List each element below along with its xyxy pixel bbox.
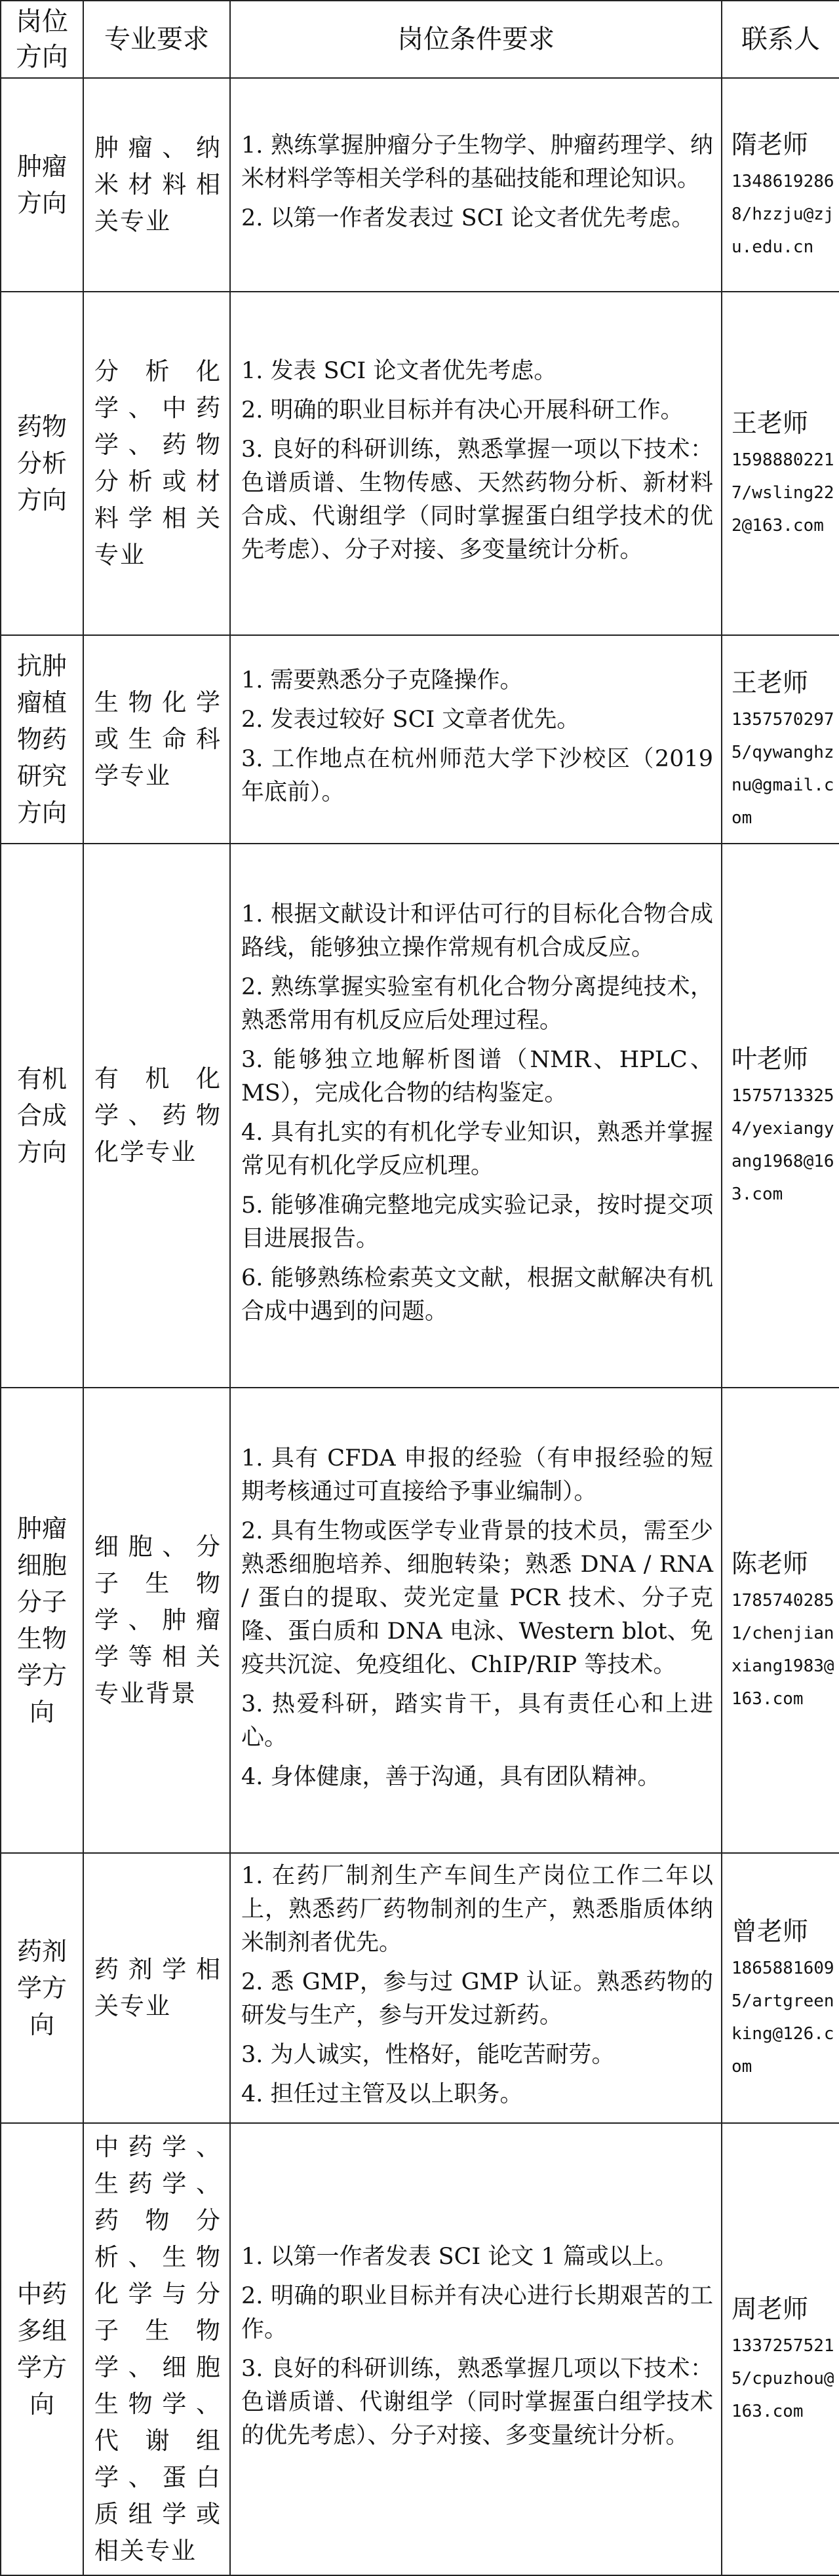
position-direction: 肿瘤细胞分子生物学方向 [1,1388,83,1853]
requirement-item: 3. 热爱科研，踏实肯干，具有责任心和上进心。 [241,1690,713,1751]
requirement-item: 2. 以第一作者发表过 SCI 论文者优先考虑。 [241,205,695,231]
requirement-item: 5. 能够准确完整地完成实验记录，按时提交项目进展报告。 [241,1192,713,1252]
contact-phone-email: 15757133254/yexiangyang1968@163.com [732,1086,834,1204]
position-direction: 药剂学方向 [1,1853,83,2123]
major-requirement: 药剂学相关专业 [83,1853,230,2123]
header-contact: 联系人 [722,1,839,78]
contact-name: 叶老师 [732,1045,809,1074]
requirement-item: 1. 在药厂制剂生产车间生产岗位工作二年以上，熟悉药厂药物制剂的生产，熟悉脂质体纳米制剂者优先。 [241,1863,713,1956]
contact-phone-email: 17857402851/chenjianxiang1983@163.com [732,1591,834,1709]
contact-phone-email: 13575702975/qywanghznu@gmail.com [732,710,834,828]
contact-cell [722,1388,839,1853]
table-row [1,292,839,635]
position-direction: 中药多组学方向 [1,2123,83,2575]
contact-cell [722,292,839,635]
requirement-item: 3. 为人诚实，性格好，能吃苦耐劳。 [241,2042,615,2068]
requirement-item: 1. 根据文献设计和评估可行的目标化合物合成路线，能够独立操作常规有机合成反应。 [241,901,713,961]
position-direction: 药物分析方向 [1,292,83,635]
requirement-item: 1. 需要熟悉分子克隆操作。 [241,667,523,693]
table-row [1,78,839,292]
requirement-item: 2. 具有生物或医学专业背景的技术员，需至少熟悉细胞培养、细胞转染；熟悉 DNA / RNA / 蛋白的提取、荧光定量 PCR 技术、分子克隆、蛋白质和 DNA 电泳、Western blot、免疫共沉淀、免疫组化、ChIP/RIP 等技术。 [241,1517,713,1678]
requirement-item: 2. 明确的职业目标并有决心开展科研工作。 [241,397,684,423]
major-requirement: 分析化学、中药学、药物分析或材料学相关专业 [83,292,230,635]
contact-cell [722,2123,839,2575]
requirement-item: 2. 熟练掌握实验室有机化合物分离提纯技术，熟悉常用有机反应后处理过程。 [241,973,713,1034]
contact-phone-email: 13486192868/hzzju@zju.edu.cn [732,172,834,257]
table-row [1,844,839,1388]
contact-cell [722,78,839,292]
position-requirements [230,844,722,1388]
header-major: 专业要求 [83,1,230,78]
requirement-item: 6. 能够熟练检索英文文献，根据文献解决有机合成中遇到的问题。 [241,1264,713,1325]
requirement-item: 4. 身体健康，善于沟通，具有团队精神。 [241,1763,661,1790]
table-row [1,635,839,844]
header-row [1,1,839,78]
requirement-item: 3. 良好的科研训练，熟悉掌握几项以下技术：色谱质谱、代谢组学（同时掌握蛋白组学技术的优先考虑）、分子对接、多变量统计分析。 [241,2356,713,2449]
requirement-item: 2. 发表过较好 SCI 文章者优先。 [241,707,580,733]
contact-name: 周老师 [732,2295,809,2324]
table-row [1,2123,839,2575]
contact-cell [722,635,839,844]
contact-name: 陈老师 [732,1550,809,1579]
contact-name: 曾老师 [732,1917,809,1947]
contact-phone-email: 18658816095/artgreenking@126.com [732,1959,834,2077]
contact-phone-email: 15988802217/wsling222@163.com [732,450,834,536]
contact-name: 隋老师 [732,130,809,160]
position-requirements [230,635,722,844]
requirement-item: 4. 担任过主管及以上职务。 [241,2081,523,2107]
requirement-item: 1. 具有 CFDA 申报的经验（有申报经验的短期考核通过可直接给予事业编制）。 [241,1445,713,1505]
position-requirements [230,78,722,292]
contact-name: 王老师 [732,409,809,439]
requirement-item: 3. 工作地点在杭州师范大学下沙校区（2019 年底前）。 [241,746,713,806]
contact-cell [722,844,839,1388]
requirement-item: 3. 良好的科研训练，熟悉掌握一项以下技术：色谱质谱、生物传感、天然药物分析、新材料合成、代谢组学（同时掌握蛋白组学技术的优先考虑）、分子对接、多变量统计分析。 [241,437,713,563]
requirement-item: 2. 悉 GMP，参与过 GMP 认证。熟悉药物的研发与生产，参与开发过新药。 [241,1969,713,2029]
contact-phone-email: 13372575215/cpuzhou@163.com [732,2336,834,2421]
requirement-item: 2. 明确的职业目标并有决心进行长期艰苦的工作。 [241,2283,713,2343]
major-requirement: 有机化学、药物化学专业 [83,844,230,1388]
position-direction: 肿瘤方向 [1,78,83,292]
position-requirements [230,1853,722,2123]
header-direction: 岗位方向 [1,1,83,78]
major-requirement: 中药学、生药学、药物分析、生物化学与分子生物学、细胞生物学、代谢组学、蛋白质组学或相关专业 [83,2123,230,2575]
requirement-item: 4. 具有扎实的有机化学专业知识，熟悉并掌握常见有机化学反应机理。 [241,1119,713,1179]
table-row [1,1388,839,1853]
position-direction: 抗肿瘤植物药研究方向 [1,635,83,844]
table-row [1,1853,839,2123]
position-direction: 有机合成方向 [1,844,83,1388]
requirement-item: 1. 熟练掌握肿瘤分子生物学、肿瘤药理学、纳米材料学等相关学科的基础技能和理论知识。 [241,132,713,192]
table-body [1,78,839,2575]
position-requirements [230,292,722,635]
requirement-item: 1. 发表 SCI 论文者优先考虑。 [241,358,557,384]
major-requirement: 生物化学或生命科学专业 [83,635,230,844]
header-requirements: 岗位条件要求 [230,1,722,78]
position-requirements [230,1388,722,1853]
requirement-item: 3. 能够独立地解析图谱（NMR、HPLC、MS），完成化合物的结构鉴定。 [241,1046,713,1106]
contact-cell [722,1853,839,2123]
major-requirement: 细胞、分子生物学、肿瘤学等相关专业背景 [83,1388,230,1853]
major-requirement: 肿瘤、纳米材料相关专业 [83,78,230,292]
position-requirements [230,2123,722,2575]
requirement-item: 1. 以第一作者发表 SCI 论文 1 篇或以上。 [241,2244,678,2270]
contact-name: 王老师 [732,669,809,698]
